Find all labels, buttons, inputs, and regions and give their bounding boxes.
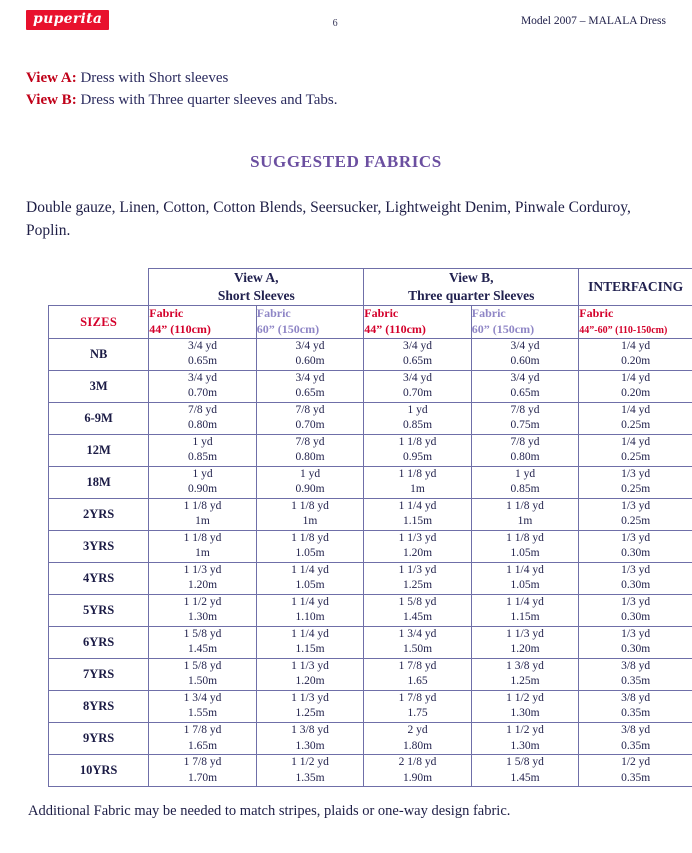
cell-b44 xyxy=(364,338,472,370)
cell-yd: 1 1/2 yd xyxy=(291,756,329,769)
cell-yd: 1 1/2 yd xyxy=(183,595,222,608)
cell-interfacing xyxy=(579,338,692,370)
cell-interfacing xyxy=(579,434,692,466)
cell-m: 1.80m xyxy=(402,739,433,752)
group-header-interfacing: INTERFACING xyxy=(579,269,692,306)
cell-m: 0.90m xyxy=(295,483,325,496)
cell-b44 xyxy=(364,658,472,690)
cell-m: 1.15m xyxy=(295,643,325,656)
cell-b44 xyxy=(364,530,472,562)
cell-m: 0.70m xyxy=(402,387,433,400)
cell-yd: 1 3/4 yd xyxy=(398,627,437,640)
cell-m: 1.70m xyxy=(187,771,218,784)
model-label: Model 2007 – MALALA Dress xyxy=(520,15,666,27)
cell-m: 1.45m xyxy=(510,771,540,784)
row-size: 12M xyxy=(49,434,149,466)
cell-m: 1.05m xyxy=(295,547,325,560)
cell-yd: 3/4 yd xyxy=(295,371,325,384)
page-header xyxy=(26,10,666,40)
row-size: 18M xyxy=(49,466,149,498)
cell-m: 1.20m xyxy=(510,643,540,656)
cell-m: 1m xyxy=(517,515,533,528)
cell-a44 xyxy=(149,370,257,402)
cell-a60 xyxy=(256,402,364,434)
cell-m: 0.65m xyxy=(510,387,540,400)
cell-m: 1.15m xyxy=(510,611,540,624)
table-row xyxy=(49,498,692,530)
row-size: NB xyxy=(49,338,149,370)
cell-m: 0.20m xyxy=(621,355,651,368)
cell-m: 0.30m xyxy=(621,643,651,656)
table-column-header-row xyxy=(49,306,692,338)
cell-m: 1.35m xyxy=(295,771,325,784)
cell-a44 xyxy=(149,755,257,787)
cell-yd: 1 5/8 yd xyxy=(506,756,544,769)
group-header-view-b-line2: Three quarter Sleeves xyxy=(408,288,535,304)
cell-interfacing xyxy=(579,466,692,498)
cell-yd: 3/4 yd xyxy=(402,339,433,352)
cell-a44 xyxy=(149,338,257,370)
cell-yd: 1 7/8 yd xyxy=(398,659,437,672)
cell-yd: 1 1/3 yd xyxy=(398,531,437,544)
cell-m: 1.05m xyxy=(295,579,325,592)
view-a-description: Dress with Short sleeves xyxy=(76,70,229,86)
cell-m: 1.05m xyxy=(510,579,540,592)
fabric-header-b60-line1: Fabric xyxy=(471,306,506,321)
views-list xyxy=(26,68,666,112)
cell-interfacing xyxy=(579,755,692,787)
cell-m: 1.05m xyxy=(510,547,540,560)
fabric-header-interfacing-line1: Fabric xyxy=(579,306,614,321)
cell-yd: 1 3/8 yd xyxy=(506,659,544,672)
cell-yd: 1 1/4 yd xyxy=(506,563,544,576)
cell-yd: 1 1/4 yd xyxy=(291,595,329,608)
cell-m: 0.35m xyxy=(621,771,651,784)
row-size: 7YRS xyxy=(49,658,149,690)
cell-yd: 1/3 yd xyxy=(621,595,651,608)
cell-m: 1.75 xyxy=(407,707,428,720)
fabric-header-a44-line2: 44” (110cm) xyxy=(149,322,211,337)
row-size: 5YRS xyxy=(49,594,149,626)
cell-m: 0.85m xyxy=(402,419,433,432)
cell-interfacing xyxy=(579,498,692,530)
cell-a60 xyxy=(256,466,364,498)
cell-yd: 1/4 yd xyxy=(621,371,651,384)
cell-yd: 1 1/8 yd xyxy=(398,467,437,480)
cell-b60 xyxy=(471,755,579,787)
cell-b60 xyxy=(471,658,579,690)
cell-yd: 1 yd xyxy=(407,403,428,416)
cell-yd: 1 1/4 yd xyxy=(291,627,329,640)
cell-b44 xyxy=(364,755,472,787)
group-header-view-a-line2: Short Sleeves xyxy=(217,288,295,304)
table-row xyxy=(49,338,692,370)
cell-yd: 3/8 yd xyxy=(621,691,651,704)
cell-yd: 1 1/8 yd xyxy=(291,531,329,544)
cell-yd: 1 1/2 yd xyxy=(506,724,544,736)
row-size: 2YRS xyxy=(49,498,149,530)
cell-yd: 1/2 yd xyxy=(621,756,651,769)
cell-yd: 3/4 yd xyxy=(187,371,218,384)
cell-m: 1.30m xyxy=(510,707,540,720)
fabric-requirements-table xyxy=(48,268,692,787)
cell-a60 xyxy=(256,690,364,722)
fabric-header-a60 xyxy=(256,306,364,338)
cell-yd: 1/3 yd xyxy=(621,531,651,544)
cell-yd: 1 1/3 yd xyxy=(506,627,544,640)
row-size: 9YRS xyxy=(49,723,149,755)
cell-a60 xyxy=(256,498,364,530)
cell-yd: 1/3 yd xyxy=(621,467,651,480)
cell-yd: 3/4 yd xyxy=(510,339,540,352)
table-row xyxy=(49,626,692,658)
cell-b60 xyxy=(471,690,579,722)
cell-b44 xyxy=(364,498,472,530)
cell-yd: 1/3 yd xyxy=(621,627,651,640)
additional-fabric-note: Additional Fabric may be needed to match stripes, plaids or one-way design fabric. xyxy=(28,803,511,820)
cell-m: 1.50m xyxy=(402,643,433,656)
fabric-header-b44-line2: 44” (110cm) xyxy=(364,322,426,337)
cell-m: 1.25m xyxy=(402,579,433,592)
table-row xyxy=(49,690,692,722)
cell-m: 1m xyxy=(195,515,210,528)
table-row xyxy=(49,755,692,787)
cell-interfacing xyxy=(579,402,692,434)
group-header-view-a-line1: View A, xyxy=(234,270,279,285)
cell-a60 xyxy=(256,723,364,755)
row-size: 8YRS xyxy=(49,690,149,722)
row-size: 6YRS xyxy=(49,626,149,658)
view-b-label: View B: xyxy=(26,91,77,108)
cell-interfacing xyxy=(579,530,692,562)
cell-m: 1.90m xyxy=(402,771,433,784)
cell-interfacing xyxy=(579,690,692,722)
cell-m: 0.25m xyxy=(621,451,651,464)
cell-b44 xyxy=(364,626,472,658)
cell-m: 1.45m xyxy=(402,611,433,624)
cell-b60 xyxy=(471,466,579,498)
cell-yd: 1 yd xyxy=(299,467,321,480)
fabric-header-b44-line1: Fabric xyxy=(364,306,399,321)
cell-a44 xyxy=(149,690,257,722)
cell-m: 0.85m xyxy=(187,451,218,464)
cell-a60 xyxy=(256,658,364,690)
cell-yd: 1 1/4 yd xyxy=(398,499,437,512)
cell-yd: 1 yd xyxy=(192,467,213,480)
cell-m: 0.80m xyxy=(295,451,325,464)
fabric-header-interfacing xyxy=(579,306,692,338)
cell-m: 0.25m xyxy=(621,483,651,496)
cell-m: 0.70m xyxy=(187,387,218,400)
cell-m: 1.10m xyxy=(295,611,325,624)
cell-yd: 7/8 yd xyxy=(510,403,540,416)
cell-m: 0.60m xyxy=(510,355,540,368)
cell-a44 xyxy=(149,658,257,690)
cell-b44 xyxy=(364,723,472,755)
cell-yd: 1/4 yd xyxy=(621,403,651,416)
cell-interfacing xyxy=(579,723,692,755)
view-b-description: Dress with Three quarter sleeves and Tabs. xyxy=(76,91,338,108)
cell-yd: 1 5/8 yd xyxy=(183,659,222,672)
cell-a44 xyxy=(149,434,257,466)
cell-m: 0.85m xyxy=(510,483,540,496)
brand-logo: puperita xyxy=(26,10,109,30)
fabric-header-a44-line1: Fabric xyxy=(149,306,184,321)
suggested-fabrics-title: SUGGESTED FABRICS xyxy=(250,151,442,171)
cell-b44 xyxy=(364,562,472,594)
cell-yd: 1 1/3 yd xyxy=(398,563,437,576)
cell-b60 xyxy=(471,434,579,466)
cell-interfacing xyxy=(579,626,692,658)
page-number: 6 xyxy=(332,18,338,29)
table-row xyxy=(49,434,692,466)
cell-m: 1.45m xyxy=(187,643,218,656)
cell-yd: 1 1/8 yd xyxy=(183,531,222,544)
cell-m: 1.30m xyxy=(295,739,325,752)
cell-m: 1m xyxy=(195,547,210,560)
cell-yd: 7/8 yd xyxy=(510,435,540,448)
cell-m: 0.30m xyxy=(621,547,651,560)
cell-m: 0.70m xyxy=(295,419,325,432)
group-header-view-b-line1: View B, xyxy=(449,270,494,285)
cell-yd: 3/8 yd xyxy=(621,724,651,736)
cell-m: 0.90m xyxy=(187,483,218,496)
row-size: 3M xyxy=(49,370,149,402)
cell-yd: 7/8 yd xyxy=(295,435,325,448)
cell-b60 xyxy=(471,562,579,594)
cell-m: 1m xyxy=(410,483,425,496)
cell-yd: 1/3 yd xyxy=(621,499,651,512)
cell-b60 xyxy=(471,402,579,434)
cell-yd: 1 1/4 yd xyxy=(506,595,544,608)
cell-yd: 1/4 yd xyxy=(621,339,651,352)
cell-a44 xyxy=(149,402,257,434)
cell-yd: 3/4 yd xyxy=(510,371,540,384)
table-group-header-row xyxy=(49,269,692,306)
cell-m: 0.35m xyxy=(621,707,651,720)
cell-yd: 1 1/8 yd xyxy=(183,499,222,512)
cell-m: 1.25m xyxy=(510,675,540,688)
cell-b60 xyxy=(471,498,579,530)
cell-b44 xyxy=(364,594,472,626)
cell-a60 xyxy=(256,338,364,370)
cell-a60 xyxy=(256,434,364,466)
cell-yd: 2 yd xyxy=(407,724,428,736)
cell-interfacing xyxy=(579,562,692,594)
empty-corner-cell xyxy=(49,269,149,306)
cell-yd: 1 7/8 yd xyxy=(183,724,222,736)
group-header-view-a xyxy=(149,269,364,306)
cell-b44 xyxy=(364,370,472,402)
cell-a60 xyxy=(256,370,364,402)
cell-interfacing xyxy=(579,658,692,690)
cell-m: 0.35m xyxy=(621,675,651,688)
cell-a44 xyxy=(149,626,257,658)
cell-yd: 1 1/2 yd xyxy=(506,691,544,704)
cell-m: 0.65m xyxy=(295,387,325,400)
cell-m: 1.50m xyxy=(187,675,218,688)
cell-yd: 3/4 yd xyxy=(187,339,218,352)
cell-yd: 7/8 yd xyxy=(187,403,218,416)
cell-m: 0.65m xyxy=(402,355,433,368)
cell-a60 xyxy=(256,530,364,562)
cell-yd: 1 7/8 yd xyxy=(183,756,222,769)
row-size: 6-9M xyxy=(49,402,149,434)
table-row xyxy=(49,723,692,755)
cell-b44 xyxy=(364,402,472,434)
cell-b44 xyxy=(364,690,472,722)
cell-m: 0.20m xyxy=(621,387,651,400)
cell-m: 0.25m xyxy=(621,515,651,528)
cell-yd: 1/3 yd xyxy=(621,563,651,576)
table-row xyxy=(49,594,692,626)
cell-yd: 2 1/8 yd xyxy=(398,756,437,769)
cell-m: 0.75m xyxy=(510,419,540,432)
fabric-header-a60-line1: Fabric xyxy=(256,306,291,321)
cell-b44 xyxy=(364,434,472,466)
view-b-line xyxy=(26,90,666,112)
cell-yd: 1 1/4 yd xyxy=(291,563,329,576)
cell-yd: 1 5/8 yd xyxy=(398,595,437,608)
cell-a44 xyxy=(149,594,257,626)
cell-a60 xyxy=(256,626,364,658)
group-header-view-b xyxy=(364,269,579,306)
row-size: 4YRS xyxy=(49,562,149,594)
fabric-header-b60 xyxy=(471,306,579,338)
cell-b60 xyxy=(471,530,579,562)
table-row xyxy=(49,530,692,562)
cell-m: 0.95m xyxy=(402,451,433,464)
cell-interfacing xyxy=(579,594,692,626)
fabric-header-a44 xyxy=(149,306,257,338)
cell-yd: 1 1/3 yd xyxy=(291,659,329,672)
cell-b60 xyxy=(471,338,579,370)
cell-yd: 1 yd xyxy=(192,435,213,448)
cell-yd: 1 1/8 yd xyxy=(506,531,544,544)
cell-m: 0.35m xyxy=(621,739,651,752)
cell-a60 xyxy=(256,562,364,594)
cell-yd: 1 1/8 yd xyxy=(291,499,329,512)
cell-yd: 1 1/8 yd xyxy=(398,435,437,448)
sizes-column-header: SIZES xyxy=(49,306,149,338)
cell-interfacing xyxy=(579,370,692,402)
cell-m: 1.20m xyxy=(402,547,433,560)
cell-a44 xyxy=(149,562,257,594)
cell-yd: 1/4 yd xyxy=(621,435,651,448)
cell-b60 xyxy=(471,594,579,626)
cell-yd: 7/8 yd xyxy=(295,403,325,416)
cell-a44 xyxy=(149,498,257,530)
row-size: 10YRS xyxy=(49,755,149,787)
cell-m: 1.65m xyxy=(187,739,218,752)
cell-m: 0.80m xyxy=(510,451,540,464)
row-size: 3YRS xyxy=(49,530,149,562)
cell-yd: 3/4 yd xyxy=(402,371,433,384)
cell-m: 1.65 xyxy=(407,675,428,688)
cell-m: 0.60m xyxy=(295,355,325,368)
cell-m: 1.20m xyxy=(187,579,218,592)
cell-a60 xyxy=(256,594,364,626)
fabric-header-b60-line2: 60” (150cm) xyxy=(471,322,535,337)
view-a-line xyxy=(26,68,666,90)
cell-m: 0.30m xyxy=(621,611,651,624)
cell-yd: 3/4 yd xyxy=(295,339,325,352)
cell-m: 0.30m xyxy=(621,579,651,592)
suggested-fabrics-text: Double gauze, Linen, Cotton, Cotton Blends, Seersucker, Lightweight Denim, Pinwale Corduroy, Poplin. xyxy=(26,198,631,239)
fabric-header-interfacing-line2: 44”-60” (110-150cm) xyxy=(579,325,668,337)
cell-yd: 3/8 yd xyxy=(621,659,651,672)
cell-a60 xyxy=(256,755,364,787)
cell-m: 1.30m xyxy=(187,611,218,624)
cell-a44 xyxy=(149,530,257,562)
cell-m: 0.80m xyxy=(187,419,218,432)
table-row xyxy=(49,658,692,690)
cell-yd: 1 3/8 yd xyxy=(291,724,329,736)
cell-b60 xyxy=(471,723,579,755)
fabric-header-b44 xyxy=(364,306,472,338)
cell-a44 xyxy=(149,723,257,755)
cell-yd: 1 5/8 yd xyxy=(183,627,222,640)
table-row xyxy=(49,402,692,434)
cell-yd: 1 7/8 yd xyxy=(398,691,437,704)
cell-m: 1m xyxy=(302,515,318,528)
cell-m: 1.25m xyxy=(295,707,325,720)
cell-m: 1.55m xyxy=(187,707,218,720)
table-row xyxy=(49,370,692,402)
cell-yd: 1 yd xyxy=(514,467,536,480)
cell-m: 0.25m xyxy=(621,419,651,432)
cell-yd: 1 1/3 yd xyxy=(183,563,222,576)
cell-b60 xyxy=(471,626,579,658)
cell-yd: 1 1/8 yd xyxy=(506,499,544,512)
cell-yd: 1 1/3 yd xyxy=(291,691,329,704)
cell-yd: 1 3/4 yd xyxy=(183,691,222,704)
view-a-label: View A: xyxy=(26,70,77,86)
cell-m: 0.65m xyxy=(187,355,218,368)
cell-b44 xyxy=(364,466,472,498)
table-row xyxy=(49,466,692,498)
cell-b60 xyxy=(471,370,579,402)
fabric-header-a60-line2: 60” (150cm) xyxy=(256,322,320,337)
cell-m: 1.20m xyxy=(295,675,325,688)
table-row xyxy=(49,562,692,594)
cell-m: 1.30m xyxy=(510,739,540,752)
cell-m: 1.15m xyxy=(402,515,433,528)
cell-a44 xyxy=(149,466,257,498)
